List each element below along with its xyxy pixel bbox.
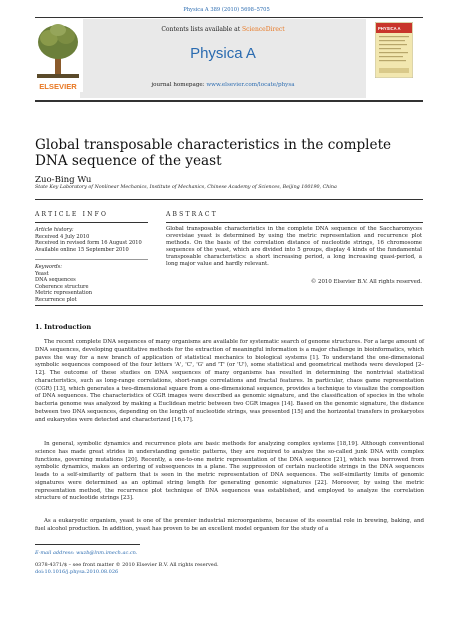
author-affiliation: State Key Laboratory of Nonlinear Mechanics, Institute of Mechanics, Chinese Academy of Sciences, Beijing 100190, China	[35, 185, 337, 190]
keywords-label: Keywords:	[35, 264, 63, 270]
history-keywords-rule	[35, 259, 148, 260]
abstract-copyright: © 2010 Elsevier B.V. All rights reserved.	[310, 279, 422, 285]
history-online: Available online 15 September 2010	[35, 246, 129, 253]
svg-text:PHYSICA A: PHYSICA A	[378, 26, 401, 31]
author-name: Zuo-Bing Wu	[35, 175, 92, 185]
svg-text:ELSEVIER: ELSEVIER	[39, 82, 77, 91]
abstract-heading: ABSTRACT	[166, 211, 218, 218]
intro-paragraph: As a eukaryotic organism, yeast is one of the premier industrial microorganisms, because of its essential role in brewing, baking, and fuel alcohol production. In addition, yeast has proven to be an excellent model organism for the study of a	[35, 518, 424, 532]
abstract-text: Global transposable characteristics in the complete DNA sequence of the Saccharomyces cevevisiae yeast is determined by using the metric representation and recurrence plot methods. On the basis of the correlation distance of nucleotide strings, 16 chromosome sequences of the yeast, which are divided into 5 groups, display 4 kinds of the fundamental transposable characteristics: a short increasing period, a long increasing quasi-period, a long major value and hardly relevant.	[166, 226, 422, 268]
keyword: Yeast	[35, 270, 49, 277]
journal-homepage	[80, 82, 366, 88]
article-info-rule	[35, 222, 148, 223]
title-divider	[35, 199, 423, 200]
elsevier-tree-logo	[33, 18, 83, 92]
article-history	[35, 227, 160, 253]
intro-paragraph: The recent complete DNA sequences of many organisms are available for systematic search of genome structures. For a large amount of DNA sequences, developing quantitative methods for the extraction of meaningful information is a major challenge in bioinformatics, which paves the way for a new branch of application of statistical mechanics to biological systems [1]. To understand the one-dimensional symbolic sequences composed of the four letters 'A', 'C', 'G' and 'T' (or 'U'), some statistical and geometrical methods were developed [2–12]. The outcome of these studies on DNA sequences of many organisms has resulted in determining the nontrivial statistical characteristics, such as long-range correlations, short-range correlations and fractal features. In particular, chaos game representation (CGR) [13], which generates a two-dimensional square from a one-dimensional sequence, provides a technique to visualize the composition of DNA sequences. The characteristics of CGR images were described as genomic signature, and the classification of species in the whole bacteria genome was analyzed by making a Euclidean metric between two CGR images [14]. Based on the genomic signature, the distance between two DNA sequences, depending on the length of nucleotide strings, was presented [15] and the horizontal transfers in prokaryotes and eukaryotes were detected and characterized [16,17].	[35, 339, 424, 423]
abstract-bottom-rule	[35, 305, 423, 306]
journal-name: Physica A	[190, 45, 256, 62]
journal-citation: Physica A 389 (2010) 5698–5705	[183, 7, 270, 13]
contents-prefix: Contents lists available at	[161, 26, 243, 33]
author-email[interactable]: E-mail address: wuzb@lnm.imech.ac.cn.	[35, 550, 138, 556]
keywords-block	[35, 264, 160, 303]
header-bottom-rule	[35, 100, 423, 102]
contents-availability	[80, 26, 366, 33]
history-revised: Received in revised form 16 August 2010	[35, 240, 142, 246]
journal-cover-image	[375, 22, 413, 78]
footnote-rule	[35, 544, 140, 545]
homepage-prefix: journal homepage:	[151, 82, 207, 88]
sciencedirect-link[interactable]: ScienceDirect	[242, 26, 285, 33]
article-title: Global transposable characteristics in the complete DNA sequence of the yeast	[35, 137, 392, 169]
keyword: DNA sequences	[35, 277, 76, 283]
footer-issn-doi	[35, 562, 219, 575]
issn-line: 0378-4371/$ – see front matter © 2010 Elsevier B.V. All rights reserved.	[35, 562, 219, 568]
abstract-rule	[166, 222, 423, 223]
keyword: Coherence structure	[35, 283, 89, 290]
article-info-heading: ARTICLE INFO	[35, 211, 109, 218]
doi-link[interactable]: doi:10.1016/j.physa.2010.08.026	[35, 568, 119, 575]
header-top-rule	[35, 17, 423, 18]
footnote-email	[35, 550, 137, 556]
intro-paragraph: In general, symbolic dynamics and recurrence plots are basic methods for analyzing complex systems [18,19]. Although conventional science has made great strides in understanding genetic patterns, they are required to analyze the so-called junk DNA with complex functions, governing mutations [20]. Recently, a one-to-one metric representation of the DNA sequence [21], which was borrowed from symbolic dynamics, makes an ordering of subsequences in a plane. The suppression of certain nucleotide strings in the DNA sequences leads to a self-similarity of pattern that is seen in the metric representation of DNA sequences. The self-similarity limits of genomic signatures were determined as an optimal string length for generating genomic signatures [22]. Moreover, by using the metric representation method, the recurrence plot technique of DNA sequences was established, and employed to analyze the correlation structure of nucleotide strings [23].	[35, 441, 424, 502]
intro-heading: 1. Introduction	[35, 323, 92, 331]
history-received: Received 4 July 2010	[35, 233, 90, 240]
homepage-link[interactable]: www.elsevier.com/locate/physa	[206, 82, 295, 88]
history-label: Article history:	[35, 227, 74, 233]
keyword: Recurrence plot	[35, 296, 77, 303]
keyword: Metric representation	[35, 290, 92, 296]
